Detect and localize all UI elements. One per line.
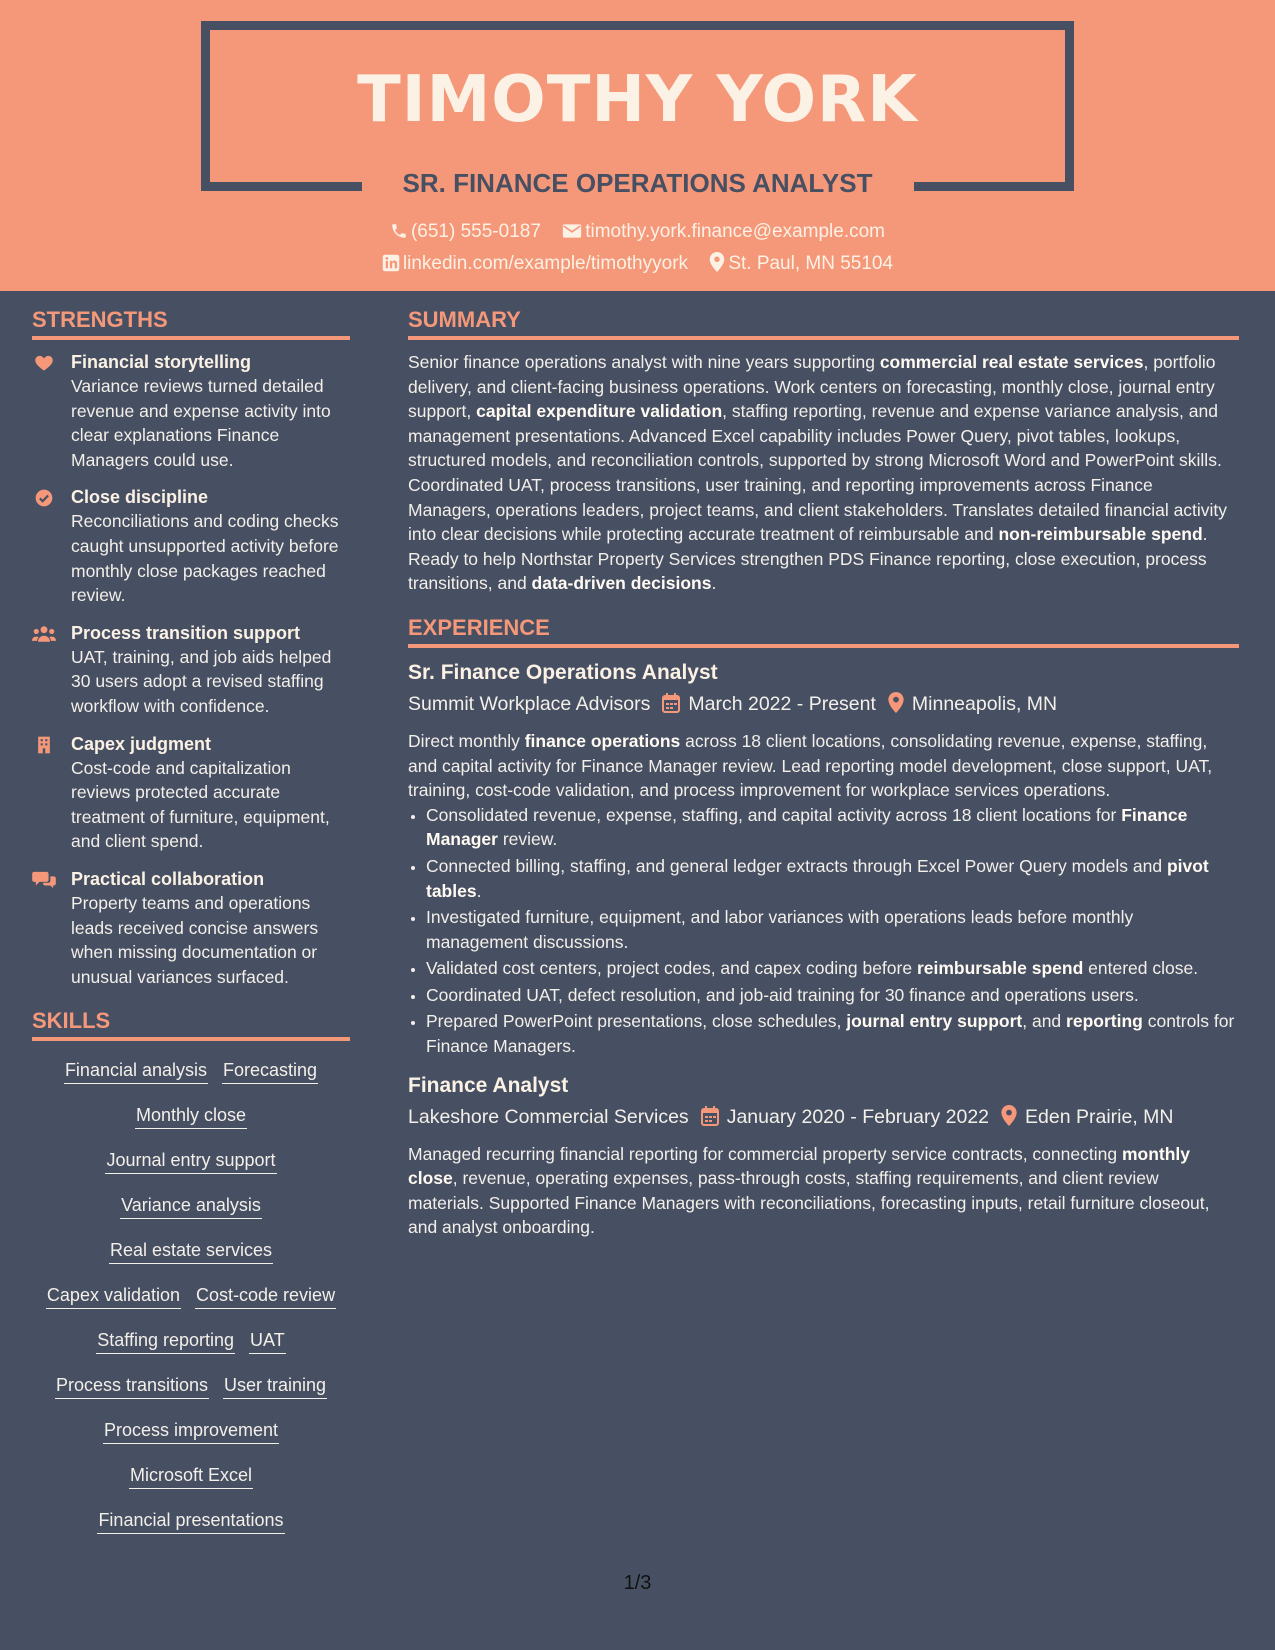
bullet-text: Coordinated UAT, defect resolution, and job-aid training for 30 finance and operations users. <box>426 984 1139 1005</box>
skill-row <box>32 1327 350 1356</box>
map-marker-icon <box>1001 1104 1017 1136</box>
bullet-text: controls for Finance Managers. <box>426 1011 1235 1057</box>
skill-tag: Journal entry support <box>105 1147 276 1174</box>
bullet-bold: reporting <box>1066 1011 1143 1032</box>
skill-tag: Cost-code review <box>195 1282 336 1309</box>
contact-row <box>0 219 1275 245</box>
strength-title: Close discipline <box>71 487 209 508</box>
strength-desc: UAT, training, and job aids helped 30 users adopt a revised staffing workflow with confidence. <box>71 646 332 716</box>
summary-bold: data-driven decisions <box>531 573 712 594</box>
job-description-bold: finance operations <box>524 730 681 751</box>
job-title: Finance Analyst <box>408 1073 569 1097</box>
location-contact <box>709 251 893 277</box>
skill-row <box>32 1372 350 1401</box>
strength-item <box>32 867 350 989</box>
job-description-text: Managed recurring financial reporting for commercial property service contracts, connecting <box>408 1143 1122 1164</box>
skill-row <box>32 1462 350 1491</box>
experience-heading: EXPERIENCE <box>408 612 1239 648</box>
bullet-text: Investigated furniture, equipment, and labor variances with operations leads before monthly management discussions. <box>426 907 1134 952</box>
strength-desc: Reconciliations and coding checks caught unsupported activity before monthly close packages reached review. <box>71 511 339 606</box>
bullet-text: Prepared PowerPoint presentations, close schedules, <box>426 1011 847 1032</box>
linkedin-text: linkedin.com/example/timothyyork <box>402 253 689 274</box>
phone-icon <box>390 222 408 240</box>
job-body <box>408 729 1239 1059</box>
skill-tag: Process improvement <box>103 1417 279 1444</box>
job-title: Sr. Finance Operations Analyst <box>408 660 718 684</box>
calendar-icon <box>662 691 680 723</box>
job-company: Summit Workplace Advisors <box>408 692 651 715</box>
job-bullet <box>426 803 1239 852</box>
skill-row <box>32 1147 350 1176</box>
job-description <box>408 729 1239 803</box>
skill-tag: Capex validation <box>46 1282 181 1309</box>
bullet-bold: Finance Manager <box>426 804 1188 850</box>
job-company: Lakeshore Commercial Services <box>408 1105 689 1128</box>
email-contact[interactable] <box>562 219 885 245</box>
calendar-icon <box>701 1104 719 1136</box>
skill-tag: UAT <box>249 1327 286 1354</box>
strength-title: Practical collaboration <box>71 868 265 889</box>
skill-tag: Microsoft Excel <box>129 1462 253 1489</box>
summary-text: . <box>711 573 717 594</box>
skill-row <box>32 1417 350 1446</box>
candidate-name: TIMOTHY YORK <box>357 63 918 137</box>
building-icon <box>34 735 54 755</box>
skill-tag: Monthly close <box>135 1102 247 1129</box>
left-column <box>32 304 350 1552</box>
summary-text: , staffing reporting, revenue and expense variance analysis, and management presentations. Advanced Excel capability includes Power Query, pivot tables, lookups, structured models, and reconciliation controls, supported by strong Microsoft Word and PowerPoint skills. Coordinated UAT, process transitions, user training, and reporting improvements across Finance Managers, operations leaders, project teams, and client stakeholders. Translates detailed financial activity into clear decisions while protecting accurate treatment of reimbursable and <box>408 401 1228 545</box>
job-meta <box>408 1101 1239 1136</box>
job-meta <box>408 688 1239 723</box>
strength-title: Financial storytelling <box>71 352 252 372</box>
users-icon <box>32 624 56 644</box>
bullet-bold: pivot tables <box>426 855 1209 901</box>
skill-tag: Financial analysis <box>64 1057 208 1084</box>
job-dates: January 2020 - February 2022 <box>726 1105 990 1128</box>
page-number: 1/3 <box>623 1572 652 1594</box>
bullet-text: entered close. <box>1083 958 1199 979</box>
job-dates: March 2022 - Present <box>688 692 876 715</box>
job-entry <box>408 1071 1239 1240</box>
skill-row <box>32 1507 350 1536</box>
linkedin-icon <box>382 254 400 272</box>
bullet-text: review. <box>497 829 558 850</box>
map-marker-icon <box>888 691 904 723</box>
skill-row <box>32 1057 350 1086</box>
summary-text: . Ready to help Northstar Property Services strengthen PDS Finance reporting, close execution, process transitions, and <box>408 524 1208 594</box>
job-description-text: across 18 client locations, consolidating revenue, expense, staffing, and capital activity for Finance Manager review. Lead reporting model development, close support, UAT, training, cost-code validation, and process improvement for workplace services operations. <box>408 730 1213 801</box>
skill-row <box>32 1192 350 1221</box>
strength-desc: Variance reviews turned detailed revenue and expense activity into clear explanations Finance Managers could use. <box>71 376 331 470</box>
job-bullets <box>408 803 1239 1059</box>
summary-text: , portfolio delivery, and client-facing business operations. Work centers on forecasting, monthly close, journal entry support, <box>408 352 1216 422</box>
strength-desc: Cost-code and capitalization reviews protected accurate treatment of furniture, equipment, and client spend. <box>71 757 330 852</box>
heart-icon <box>34 353 54 373</box>
experience-section <box>408 612 1239 1240</box>
summary-bold: commercial real estate services <box>879 352 1144 372</box>
phone-contact[interactable] <box>390 219 541 245</box>
bullet-bold: journal entry support <box>846 1011 1023 1032</box>
contact-row <box>0 251 1275 277</box>
job-bullet <box>426 854 1239 903</box>
strength-item <box>32 732 350 854</box>
bullet-bold: reimbursable spend <box>916 958 1084 979</box>
skill-tag: Financial presentations <box>97 1507 284 1534</box>
skill-row <box>32 1237 350 1266</box>
job-bullet <box>426 956 1239 981</box>
job-description <box>408 1142 1239 1240</box>
skill-tag: Process transitions <box>55 1372 209 1399</box>
job-bullet <box>426 983 1239 1008</box>
location-text: St. Paul, MN 55104 <box>728 253 894 274</box>
jobs-list <box>408 658 1239 1240</box>
header-frame <box>201 21 1074 30</box>
phone-text: (651) 555-0187 <box>410 221 541 242</box>
strength-desc: Property teams and operations leads received concise answers when missing documentation or unusual variances surfaced. <box>71 892 319 987</box>
email-text: timothy.york.finance@example.com <box>585 221 886 242</box>
strength-item <box>32 350 350 472</box>
bullet-text: . <box>476 880 482 901</box>
comments-icon <box>32 870 56 890</box>
job-description-bold: monthly close <box>408 1143 1190 1189</box>
bullet-text: Validated cost centers, project codes, and capex coding before <box>426 958 917 979</box>
envelope-icon <box>562 222 582 240</box>
bullet-text: Consolidated revenue, expense, staffing, and capital activity across 18 client locations for <box>426 804 1122 825</box>
job-entry <box>408 658 1239 1059</box>
summary-bold: capital expenditure validation <box>476 401 723 422</box>
job-description-text: , revenue, operating expenses, pass-through costs, staffing requirements, and client review materials. Supported Finance Managers with reconciliations, forecasting inputs, retail furniture closeout, and analyst onboarding. <box>408 1168 1210 1238</box>
candidate-title: SR. FINANCE OPERATIONS ANALYST <box>402 168 873 198</box>
summary-text <box>408 350 1239 596</box>
job-description-text: Direct monthly <box>408 730 525 751</box>
job-bullet <box>426 1009 1239 1058</box>
strength-title: Process transition support <box>71 622 301 643</box>
skill-tag: Staffing reporting <box>96 1327 235 1354</box>
skills-list <box>32 1051 350 1536</box>
strength-item <box>32 485 350 607</box>
linkedin-contact[interactable] <box>382 251 688 277</box>
job-body <box>408 1142 1239 1240</box>
skill-tag: User training <box>223 1372 327 1399</box>
bullet-text: Connected billing, staffing, and general ledger extracts through Excel Power Query models and <box>426 855 1167 876</box>
skills-heading: SKILLS <box>32 1005 350 1041</box>
skill-row <box>32 1102 350 1131</box>
resume-header <box>0 0 1275 291</box>
strengths-heading: STRENGTHS <box>32 304 350 340</box>
map-marker-icon <box>709 252 725 272</box>
skill-row <box>32 1282 350 1311</box>
strength-title: Capex judgment <box>71 733 212 754</box>
job-bullet <box>426 905 1239 954</box>
skill-tag: Real estate services <box>109 1237 273 1264</box>
skills-section <box>32 1005 350 1536</box>
skill-tag: Forecasting <box>222 1057 318 1084</box>
summary-text: Senior finance operations analyst with nine years supporting <box>408 352 880 372</box>
summary-heading: SUMMARY <box>408 304 1239 340</box>
check-circle-icon <box>34 488 54 508</box>
job-location: Minneapolis, MN <box>911 692 1058 715</box>
job-location: Eden Prairie, MN <box>1025 1105 1174 1128</box>
summary-bold: non-reimbursable spend <box>998 524 1203 545</box>
bullet-text: , and <box>1022 1011 1067 1032</box>
skill-tag: Variance analysis <box>120 1192 262 1219</box>
strength-item <box>32 621 350 719</box>
right-column <box>408 304 1239 1252</box>
